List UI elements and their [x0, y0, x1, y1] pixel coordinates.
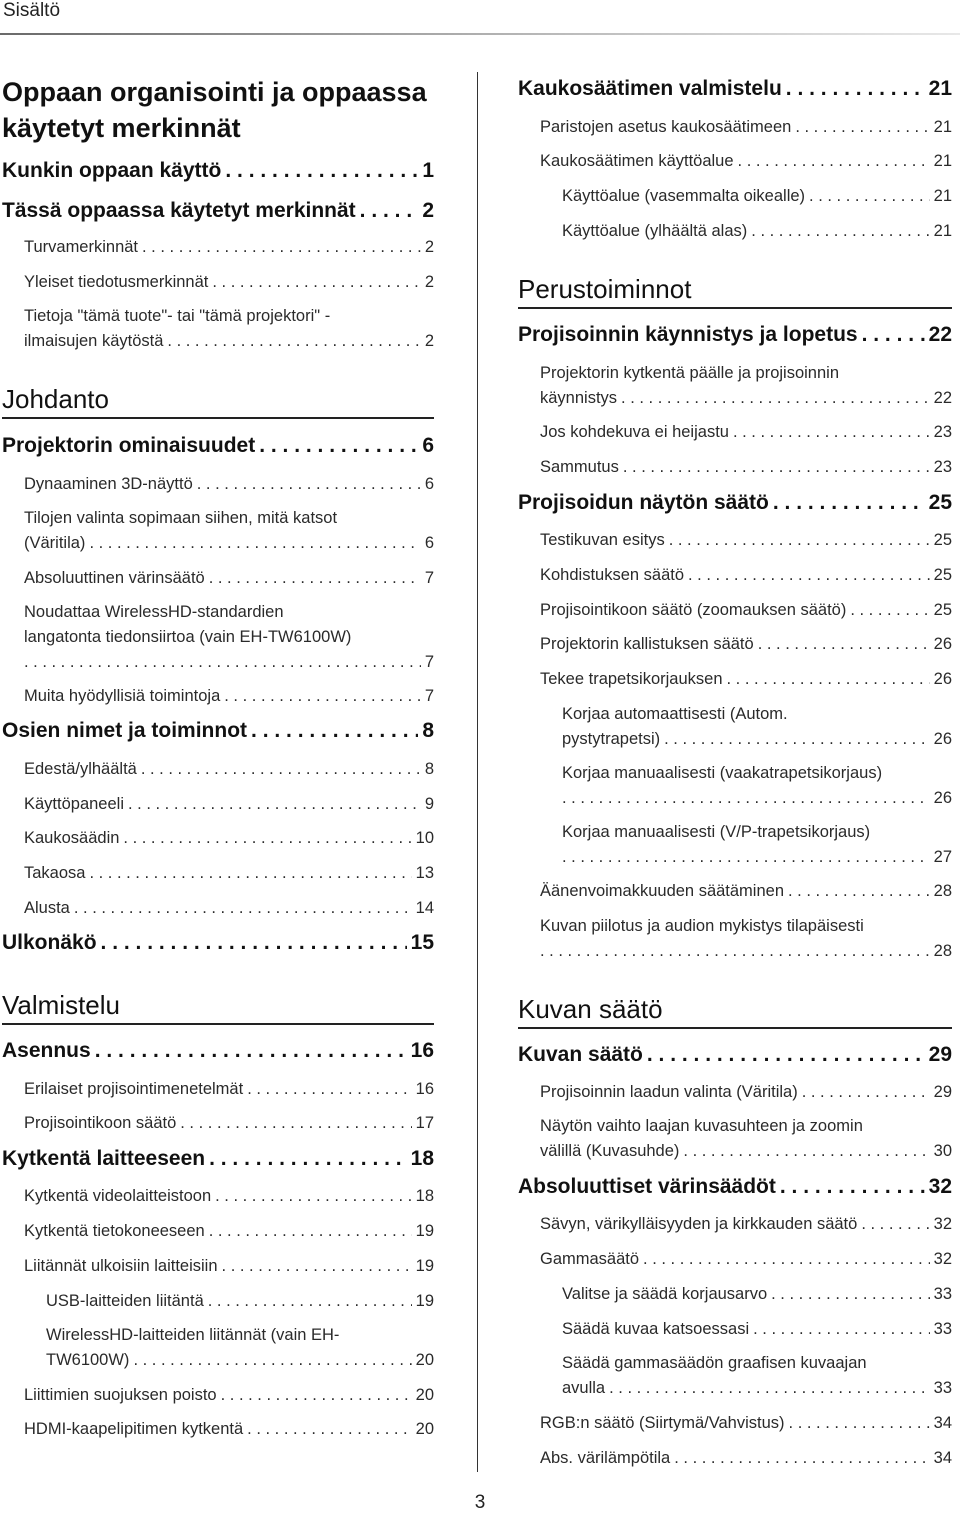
toc-page-number: 26	[933, 789, 952, 807]
dot-leader	[167, 329, 420, 354]
toc-topic-entry[interactable]	[24, 861, 434, 886]
toc-topic-entry[interactable]	[24, 684, 434, 709]
dot-leader	[773, 490, 925, 516]
toc-entry-title: Kunkin oppaan käyttö	[2, 159, 222, 182]
part-title-line-1: Oppaan organisointi ja oppaassa	[2, 77, 427, 107]
toc-page-number: 21	[928, 77, 952, 100]
header-rule	[0, 33, 960, 35]
toc-topic-entry[interactable]	[24, 1254, 434, 1279]
toc-entry-text-line: Korjaa manuaalisesti (vaakatrapetsikorjaus)	[562, 764, 883, 782]
toc-page-number: 28	[933, 942, 952, 960]
toc-page-number: 33	[933, 1320, 952, 1338]
toc-entry-title: Projektorin kallistuksen säätö	[540, 635, 754, 653]
part-title-line-2: käytetyt merkinnät	[2, 113, 241, 143]
toc-page-number: 23	[933, 458, 952, 476]
toc-page-number: 2	[424, 238, 434, 256]
toc-chapter-entry[interactable]	[2, 433, 434, 459]
dot-leader	[540, 939, 930, 964]
toc-page-number: 34	[933, 1449, 952, 1467]
toc-page-number: 18	[415, 1187, 434, 1205]
toc-page-number: 7	[424, 569, 434, 587]
dot-leader	[247, 1417, 411, 1442]
toc-page-number: 6	[422, 434, 434, 457]
toc-topic-entry[interactable]	[46, 1289, 434, 1314]
dot-leader	[251, 718, 418, 744]
dot-leader	[74, 896, 412, 921]
toc-page-number: 6	[424, 534, 434, 552]
dot-leader	[786, 76, 925, 102]
dot-leader	[89, 861, 411, 886]
toc-entry-title: Edestä/ylhäältä	[24, 760, 137, 778]
toc-page-number: 20	[415, 1386, 434, 1404]
dot-leader	[133, 1348, 411, 1373]
toc-topic-entry[interactable]	[24, 472, 434, 497]
toc-page-number: 26	[933, 730, 952, 748]
toc-entry-title: Projisointikoon säätö (zoomauksen säätö)	[540, 601, 847, 619]
toc-entry-title: Projisointikoon säätö	[24, 1114, 177, 1132]
toc-chapter-entry[interactable]	[518, 1174, 952, 1200]
toc-entry-title: Erilaiset projisointimenetelmät	[24, 1080, 244, 1098]
toc-entry-title: Asennus	[2, 1039, 91, 1062]
toc-entry-text-line: langatonta tiedonsiirtoa (vain EH-TW6100W)	[24, 628, 352, 646]
toc-entry-title: Takaosa	[24, 864, 86, 882]
toc-topic-entry[interactable]	[540, 914, 952, 964]
dot-leader	[850, 598, 929, 623]
toc-entry-title: Tekee trapetsikorjauksen	[540, 670, 723, 688]
dot-leader	[24, 650, 421, 675]
page-number: 3	[474, 1492, 486, 1513]
dot-leader	[647, 1042, 925, 1068]
dot-leader	[802, 1080, 930, 1105]
toc-entry-title: pystytrapetsi)	[562, 730, 661, 748]
toc-entry-title: Ulkonäkö	[2, 931, 97, 954]
toc-topic-entry[interactable]	[540, 1446, 952, 1471]
toc-page-number: 32	[933, 1215, 952, 1233]
toc-page-number: 27	[933, 848, 952, 866]
toc-topic-entry[interactable]	[24, 1111, 434, 1136]
toc-entry-text-line: Näytön vaihto laajan kuvasuhteen ja zoomin	[540, 1117, 863, 1135]
toc-chapter-entry[interactable]	[2, 198, 434, 224]
toc-page-number: 25	[928, 491, 952, 514]
toc-page-number: 21	[933, 118, 952, 136]
toc-page-number: 25	[933, 531, 952, 549]
toc-page-number: 7	[424, 687, 434, 705]
dot-leader	[221, 1383, 412, 1408]
toc-page-number: 29	[933, 1083, 952, 1101]
dot-leader	[753, 1317, 930, 1342]
toc-entry-title: Osien nimet ja toiminnot	[2, 719, 248, 742]
toc-entry-title: Kytkentä videolaitteistoon	[24, 1187, 212, 1205]
dot-leader	[669, 528, 930, 553]
dot-leader	[360, 198, 419, 224]
dot-leader	[771, 1282, 930, 1307]
toc-entry-title: Muita hyödyllisiä toimintoja	[24, 687, 221, 705]
toc-page-number: 2	[424, 273, 434, 291]
toc-chapter-entry[interactable]	[518, 76, 952, 102]
dot-leader	[101, 930, 407, 956]
toc-page-number: 25	[933, 601, 952, 619]
dot-leader	[789, 1411, 930, 1436]
toc-chapter-entry[interactable]	[2, 1038, 434, 1064]
dot-leader	[247, 1077, 411, 1102]
toc-entry-title: välillä (Kuvasuhde)	[540, 1142, 680, 1160]
toc-entry-title: Käyttöalue (ylhäältä alas)	[562, 222, 748, 240]
section-heading: Johdanto	[2, 384, 434, 419]
dot-leader	[809, 184, 930, 209]
toc-entry-title: HDMI-kaapelipitimen kytkentä	[24, 1420, 244, 1438]
toc-topic-entry[interactable]	[540, 1114, 952, 1164]
toc-entry-text-line: Tietoja "tämä tuote"- tai "tämä projektori" -	[24, 307, 331, 325]
toc-topic-entry[interactable]	[24, 506, 434, 556]
toc-topic-entry[interactable]	[540, 1411, 952, 1436]
toc-page-number: 19	[415, 1222, 434, 1240]
toc-page-number: 32	[928, 1175, 952, 1198]
dot-leader	[197, 472, 421, 497]
toc-entry-title: (Väritila)	[24, 534, 86, 552]
toc-page-number: 33	[933, 1379, 952, 1397]
toc-entry-title: Käyttöalue (vasemmalta oikealle)	[562, 187, 806, 205]
section-heading: Perustoiminnot	[518, 274, 952, 309]
toc-chapter-entry[interactable]	[518, 490, 952, 516]
dot-leader	[674, 1446, 929, 1471]
dot-leader	[222, 1254, 412, 1279]
toc-page-number: 28	[933, 882, 952, 900]
toc-entry-text-line: Korjaa manuaalisesti (V/P-trapetsikorjaus)	[562, 823, 871, 841]
dot-leader	[128, 792, 421, 817]
toc-entry-title: Kytkentä tietokoneeseen	[24, 1222, 205, 1240]
dot-leader	[758, 632, 930, 657]
toc-entry-title: avulla	[562, 1379, 606, 1397]
toc-topic-entry[interactable]	[540, 115, 952, 140]
toc-entry-text-line: Noudattaa WirelessHD-standardien	[24, 603, 284, 621]
toc-entry-title: ilmaisujen käytöstä	[24, 332, 164, 350]
toc-topic-entry[interactable]	[562, 761, 952, 811]
toc-page-number: 17	[415, 1114, 434, 1132]
toc-entry-title: Gammasäätö	[540, 1250, 640, 1268]
toc-page-number: 8	[424, 760, 434, 778]
toc-topic-entry[interactable]	[24, 1417, 434, 1442]
dot-leader	[180, 1111, 411, 1136]
toc-page-number: 22	[933, 389, 952, 407]
toc-entry-title: RGB:n säätö (Siirtymä/Vahvistus)	[540, 1414, 785, 1432]
toc-topic-entry[interactable]	[562, 820, 952, 870]
toc-entry-text-line: Tilojen valinta sopimaan siihen, mitä katsot	[24, 509, 338, 527]
toc-chapter-entry[interactable]	[2, 718, 434, 744]
toc-entry-title: Projisoidun näytön säätö	[518, 491, 769, 514]
dot-leader	[733, 420, 930, 445]
toc-topic-entry[interactable]	[24, 826, 434, 851]
toc-entry-title: Kaukosäätimen käyttöalue	[540, 152, 734, 170]
toc-entry-title: USB-laitteiden liitäntä	[46, 1292, 204, 1310]
toc-topic-entry[interactable]	[24, 1184, 434, 1209]
toc-page-number: 21	[933, 222, 952, 240]
toc-entry-title: TW6100W)	[46, 1351, 130, 1369]
toc-page-number: 14	[415, 899, 434, 917]
dot-leader	[727, 667, 930, 692]
running-header: Sisältö	[3, 0, 61, 21]
toc-page-number: 9	[424, 795, 434, 813]
dot-leader	[142, 235, 421, 260]
toc-entry-title: Dynaaminen 3D-näyttö	[24, 475, 193, 493]
dot-leader	[861, 1212, 929, 1237]
dot-leader	[795, 115, 929, 140]
dot-leader	[259, 433, 418, 459]
toc-entry-title: Yleiset tiedotusmerkinnät	[24, 273, 209, 291]
part-title	[2, 74, 438, 146]
toc-topic-entry[interactable]	[24, 566, 434, 591]
toc-page-number: 21	[933, 152, 952, 170]
dot-leader	[643, 1247, 930, 1272]
toc-topic-entry[interactable]	[540, 455, 952, 480]
toc-entry-title: Projektorin ominaisuudet	[2, 434, 256, 457]
toc-topic-entry[interactable]	[46, 1323, 434, 1373]
toc-topic-entry[interactable]	[24, 304, 434, 354]
dot-leader	[89, 531, 420, 556]
toc-entry-title: Absoluuttiset värinsäädöt	[518, 1175, 776, 1198]
dot-leader	[208, 1289, 412, 1314]
toc-entry-title: Kaukosäädin	[24, 829, 120, 847]
toc-page-number: 8	[422, 719, 434, 742]
toc-page-number: 26	[933, 635, 952, 653]
column-divider	[477, 72, 478, 1472]
toc-entry-title: Kohdistuksen säätö	[540, 566, 685, 584]
toc-chapter-entry[interactable]	[518, 1042, 952, 1068]
toc-page-number: 15	[410, 931, 434, 954]
toc-page-number: 1	[422, 159, 434, 182]
toc-entry-title: Sammutus	[540, 458, 619, 476]
toc-page-number: 16	[415, 1080, 434, 1098]
toc-page-number: 10	[415, 829, 434, 847]
toc-entry-text-line: Kuvan piilotus ja audion mykistys tilapäisesti	[540, 917, 864, 935]
toc-topic-entry[interactable]	[540, 149, 952, 174]
dot-leader	[664, 727, 930, 752]
dot-leader	[562, 786, 930, 811]
section-heading: Kuvan säätö	[518, 994, 952, 1029]
toc-topic-entry[interactable]	[540, 1080, 952, 1105]
toc-entry-title: Projisoinnin laadun valinta (Väritila)	[540, 1083, 798, 1101]
toc-chapter-entry[interactable]	[2, 158, 434, 184]
dot-leader	[788, 879, 930, 904]
toc-topic-entry[interactable]	[540, 528, 952, 553]
toc-topic-entry[interactable]	[562, 702, 952, 752]
dot-leader	[215, 1184, 412, 1209]
toc-entry-title: Kuvan säätö	[518, 1043, 643, 1066]
toc-entry-title: Liittimien suojuksen poisto	[24, 1386, 217, 1404]
dot-leader	[225, 158, 418, 184]
toc-topic-entry[interactable]	[24, 600, 434, 675]
toc-entry-text-line: WirelessHD-laitteiden liitännät (vain EH-	[46, 1326, 340, 1344]
dot-leader	[751, 219, 929, 244]
toc-topic-entry[interactable]	[562, 1282, 952, 1307]
toc-entry-title: Säädä kuvaa katsoessasi	[562, 1320, 750, 1338]
toc-page-number: 32	[933, 1250, 952, 1268]
toc-topic-entry[interactable]	[24, 757, 434, 782]
dot-leader	[562, 845, 930, 870]
toc-entry-title: Absoluuttinen värinsäätö	[24, 569, 205, 587]
toc-entry-title: Käyttöpaneeli	[24, 795, 124, 813]
toc-chapter-entry[interactable]	[2, 930, 434, 956]
toc-page-number: 16	[410, 1039, 434, 1062]
toc-page-number: 19	[415, 1257, 434, 1275]
toc-page-number: 21	[933, 187, 952, 205]
toc-entry-title: Liitännät ulkoisiin laitteisiin	[24, 1257, 218, 1275]
toc-entry-title: Turvamerkinnät	[24, 238, 139, 256]
dot-leader	[224, 684, 421, 709]
dot-leader	[209, 1219, 412, 1244]
toc-page-number: 20	[415, 1351, 434, 1369]
section-heading: Valmistelu	[2, 990, 434, 1025]
toc-topic-entry[interactable]	[562, 219, 952, 244]
toc-entry-title: Jos kohdekuva ei heijastu	[540, 423, 729, 441]
toc-chapter-entry[interactable]	[2, 1146, 434, 1172]
toc-topic-entry[interactable]	[540, 632, 952, 657]
toc-topic-entry[interactable]	[540, 598, 952, 623]
toc-chapter-entry[interactable]	[518, 322, 952, 348]
toc-topic-entry[interactable]	[540, 563, 952, 588]
toc-topic-entry[interactable]	[562, 1317, 952, 1342]
toc-topic-entry[interactable]	[540, 420, 952, 445]
toc-page-number: 22	[928, 323, 952, 346]
dot-leader	[212, 270, 420, 295]
toc-entry-title: Sävyn, värikylläisyyden ja kirkkauden säätö	[540, 1215, 858, 1233]
dot-leader	[780, 1174, 925, 1200]
toc-page-number: 25	[933, 566, 952, 584]
toc-entry-text-line: Projektorin kytkentä päälle ja projisoinnin	[540, 364, 839, 382]
dot-leader	[209, 566, 421, 591]
toc-topic-entry[interactable]	[540, 879, 952, 904]
toc-entry-title: Abs. värilämpötila	[540, 1449, 671, 1467]
toc-entry-title: Tässä oppaassa käytetyt merkinnät	[2, 199, 356, 222]
toc-entry-title: Kytkentä laitteeseen	[2, 1147, 206, 1170]
dot-leader	[209, 1146, 407, 1172]
toc-page-number: 13	[415, 864, 434, 882]
toc-entry-text-line: Korjaa automaattisesti (Autom.	[562, 705, 788, 723]
dot-leader	[862, 322, 925, 348]
toc-page-number: 20	[415, 1420, 434, 1438]
toc-page-number: 2	[424, 332, 434, 350]
toc-topic-entry[interactable]	[24, 1077, 434, 1102]
toc-entry-title: Alusta	[24, 899, 70, 917]
toc-entry-text-line: Säädä gammasäädön graafisen kuvaajan	[562, 1354, 867, 1372]
dot-leader	[123, 826, 411, 851]
dot-leader	[609, 1376, 930, 1401]
toc-page-number: 18	[410, 1147, 434, 1170]
toc-page-number: 30	[933, 1142, 952, 1160]
toc-topic-entry[interactable]	[24, 792, 434, 817]
dot-leader	[621, 386, 930, 411]
toc-entry-title: Projisoinnin käynnistys ja lopetus	[518, 323, 858, 346]
toc-topic-entry[interactable]	[540, 1247, 952, 1272]
toc-page-number: 2	[422, 199, 434, 222]
toc-page-number: 29	[928, 1043, 952, 1066]
toc-topic-entry[interactable]	[562, 184, 952, 209]
toc-entry-title: Paristojen asetus kaukosäätimeen	[540, 118, 792, 136]
toc-topic-entry[interactable]	[540, 667, 952, 692]
dot-leader	[683, 1139, 929, 1164]
toc-topic-entry[interactable]	[24, 1383, 434, 1408]
toc-entry-title: käynnistys	[540, 389, 618, 407]
dot-leader	[738, 149, 930, 174]
toc-page-number: 34	[933, 1414, 952, 1432]
toc-entry-title: Valitse ja säädä korjausarvo	[562, 1285, 768, 1303]
toc-entry-title: Kaukosäätimen valmistelu	[518, 77, 782, 100]
toc-entry-title: Äänenvoimakkuuden säätäminen	[540, 882, 784, 900]
toc-topic-entry[interactable]	[24, 1219, 434, 1244]
toc-page-number: 6	[424, 475, 434, 493]
toc-topic-entry[interactable]	[540, 361, 952, 411]
toc-entry-title: Testikuvan esitys	[540, 531, 665, 549]
dot-leader	[141, 757, 421, 782]
toc-page-number: 7	[424, 653, 434, 671]
toc-page-number: 19	[415, 1292, 434, 1310]
toc-topic-entry[interactable]	[540, 1212, 952, 1237]
dot-leader	[95, 1038, 407, 1064]
toc-page-number: 33	[933, 1285, 952, 1303]
dot-leader	[688, 563, 930, 588]
dot-leader	[623, 455, 930, 480]
toc-page-number: 26	[933, 670, 952, 688]
toc-topic-entry[interactable]	[24, 896, 434, 921]
toc-topic-entry[interactable]	[24, 235, 434, 260]
toc-topic-entry[interactable]	[562, 1351, 952, 1401]
toc-topic-entry[interactable]	[24, 270, 434, 295]
toc-page-number: 23	[933, 423, 952, 441]
